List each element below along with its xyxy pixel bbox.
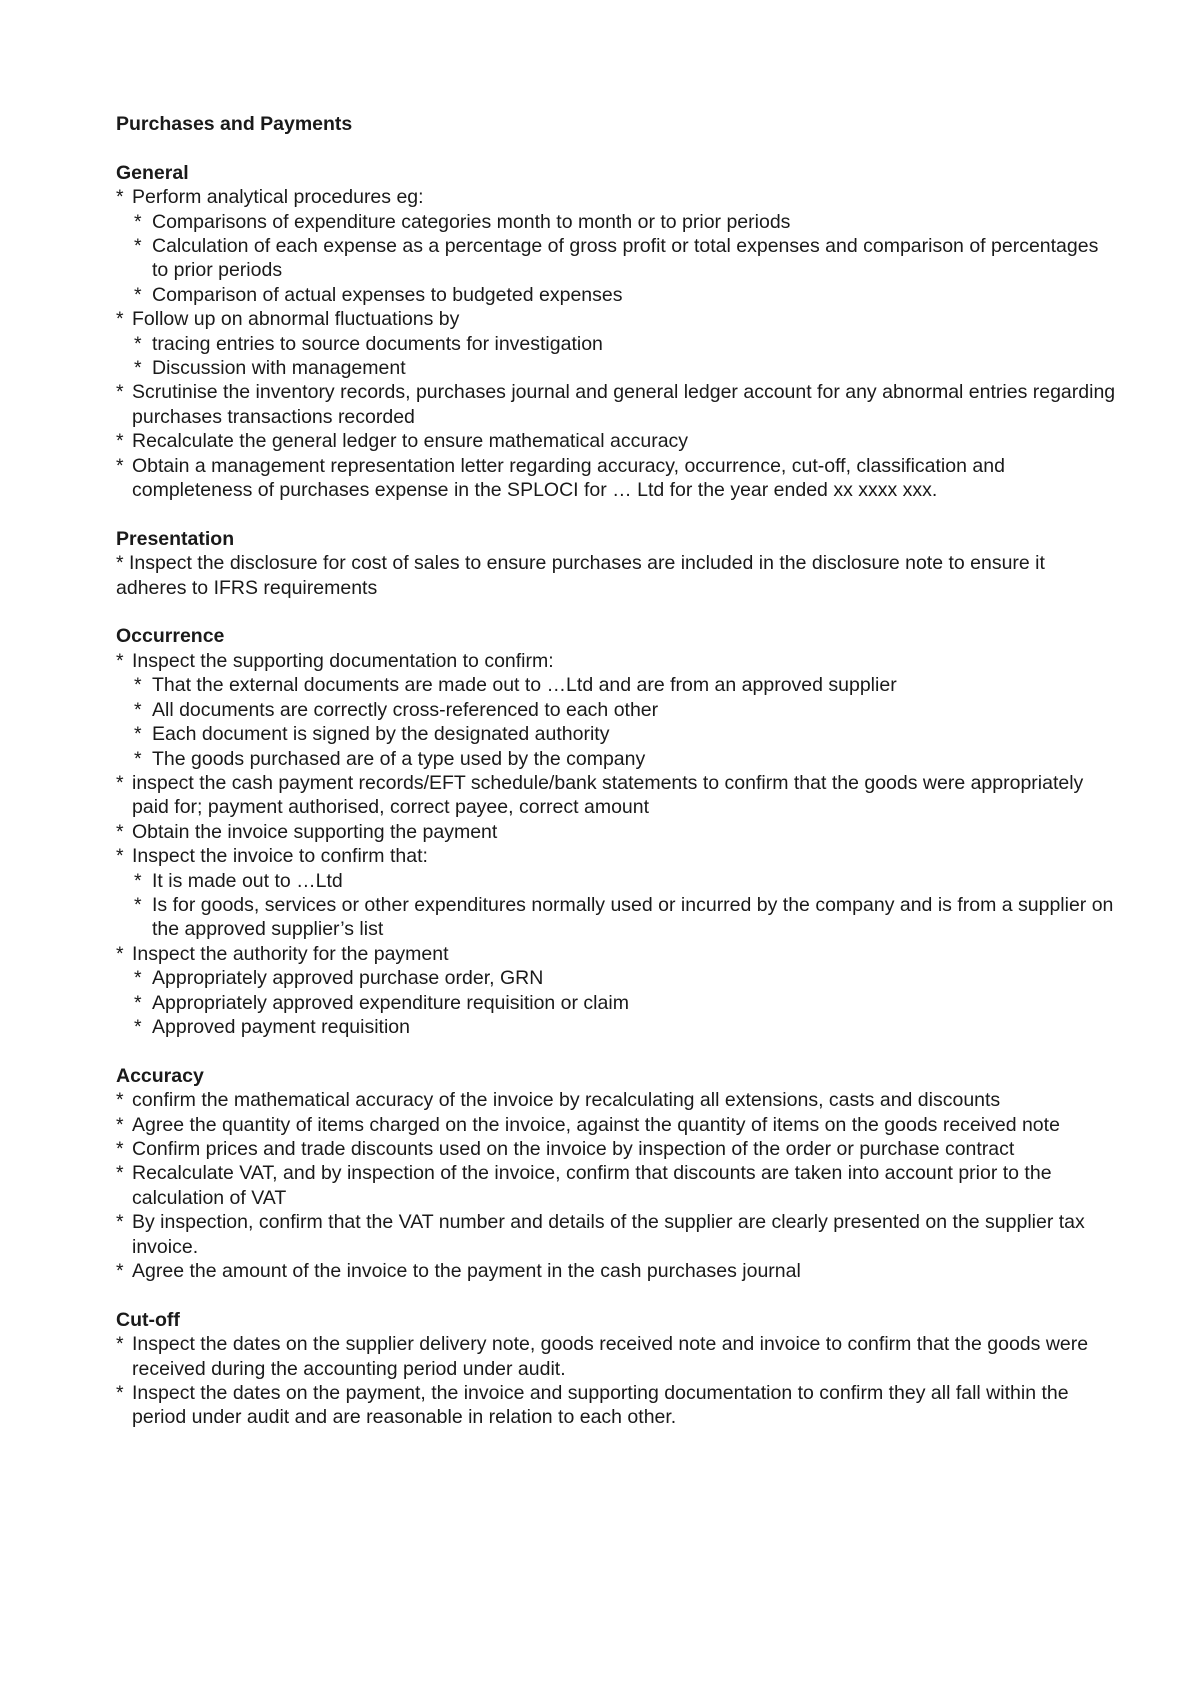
sub-list-item: * Discussion with management [134,357,406,380]
bullet: * [134,674,142,697]
bullet: * [116,771,124,794]
bullet: * [116,942,124,965]
list-item: * Obtain a management representation letter regarding accuracy, occurrence, cut-off, classification and completeness of purchases expense in the SPLOCI for … Ltd for the year ended xx xxxx xxx. [116,454,1005,502]
document-page [116,112,1116,1454]
bullet: * [116,186,124,209]
sub-list-item: * It is made out to …Ltd [134,869,343,892]
bullet: * [116,454,124,477]
bullet: * [116,1113,124,1136]
bullet: * [116,1138,124,1160]
bullet: * [116,1211,124,1234]
section-heading-cutoff: Cut-off [116,1308,180,1331]
list-item: * Perform analytical procedures eg: [116,186,424,209]
sub-list-item: * Each document is signed by the designated authority [134,723,610,746]
bullet: * [134,283,142,306]
list-item: * Recalculate VAT, and by inspection of the invoice, confirm that discounts are taken into account prior to the calculation of VAT [116,1162,1052,1209]
bullet: * [116,1260,124,1283]
section-occurrence [116,624,1116,1039]
bullet: * [134,357,142,380]
section-accuracy [116,1064,1116,1284]
bullet: * [116,1089,124,1112]
bullet: * [116,649,124,672]
sub-list-item: * The goods purchased are of a type used by the company [134,747,646,770]
sub-list-item: * Appropriately approved purchase order, GRN [134,967,544,990]
list-item: * Agree the amount of the invoice to the payment in the cash purchases journal [116,1260,801,1283]
section-heading-occurrence: Occurrence [116,625,225,648]
sub-list-item: * Comparison of actual expenses to budgeted expenses [134,283,623,306]
list-item: * Obtain the invoice supporting the payment [116,820,498,843]
bullet: * [134,698,142,721]
bullet: * [134,747,142,770]
sub-list-item: * Approved payment requisition [134,1015,410,1038]
document-title: Purchases and Payments [116,113,353,135]
list-item: * Agree the quantity of items charged on the invoice, against the quantity of items on the goods received note [116,1113,1060,1136]
bullet: * [116,1162,124,1185]
list-item: * Inspect the dates on the supplier delivery note, goods received note and invoice to confirm that the goods were received during the accounting period under audit. [116,1333,1089,1380]
section-presentation [116,527,1116,600]
list-item: * inspect the cash payment records/EFT schedule/bank statements to confirm that the goods were appropriately paid for; payment authorised, correct payee, correct amount [116,771,1084,819]
bullet: * [134,991,142,1014]
sub-list-item: * tracing entries to source documents for investigation [134,332,603,355]
list-item: * Inspect the supporting documentation to confirm: [116,649,554,672]
sub-list-item: * That the external documents are made out to …Ltd and are from an approved supplier [134,674,897,697]
bullet: * [116,1333,124,1356]
section-heading-accuracy: Accuracy [116,1064,204,1087]
bullet: * [134,332,142,355]
bullet: * [134,1015,142,1038]
list-item: * Inspect the authority for the payment [116,942,449,965]
bullet: * [116,381,124,404]
list-item: * Scrutinise the inventory records, purchases journal and general ledger account for any abnormal entries regarding purchases transactions recorded [116,381,1116,428]
section-general [116,161,1116,503]
bullet: * [134,967,142,990]
sub-list-item: * Appropriately approved expenditure requisition or claim [134,991,629,1014]
section-heading-presentation: Presentation [116,527,235,550]
bullet: * [134,893,142,916]
bullet: * [134,210,142,233]
list-item: * Recalculate the general ledger to ensure mathematical accuracy [116,430,689,453]
sub-list-item: * Is for goods, services or other expenditures normally used or incurred by the company and is from a supplier on the approved supplier’s list [134,893,1114,941]
bullet: * [116,430,124,453]
list-item: * Confirm prices and trade discounts used on the invoice by inspection of the order or purchase contract [116,1138,1015,1160]
bullet: * [134,235,142,258]
sub-list-item: * Comparisons of expenditure categories month to month or to prior periods [134,210,791,233]
presentation-text: * Inspect the disclosure for cost of sales to ensure purchases are included in the disclosure note to ensure it adheres to IFRS requirements [116,552,1045,599]
sub-list-item: * Calculation of each expense as a percentage of gross profit or total expenses and comparison of percentages to prior periods [134,235,1099,282]
bullet: * [116,820,124,843]
bullet: * [134,723,142,746]
list-item: * confirm the mathematical accuracy of the invoice by recalculating all extensions, casts and discounts [116,1089,1001,1112]
section-cutoff [116,1308,1116,1430]
list-item: * Inspect the dates on the payment, the invoice and supporting documentation to confirm they all fall within the period under audit and are reasonable in relation to each other. [116,1382,1069,1429]
section-heading-general: General [116,161,189,184]
list-item: * Follow up on abnormal fluctuations by [116,308,460,331]
bullet: * [116,308,124,331]
sub-list-item: * All documents are correctly cross-referenced to each other [134,698,659,721]
list-item: * Inspect the invoice to confirm that: [116,845,428,868]
list-item: * By inspection, confirm that the VAT number and details of the supplier are clearly presented on the supplier tax invoice. [116,1211,1085,1258]
bullet: * [116,1382,124,1405]
bullet: * [134,869,142,892]
bullet: * [116,845,124,868]
